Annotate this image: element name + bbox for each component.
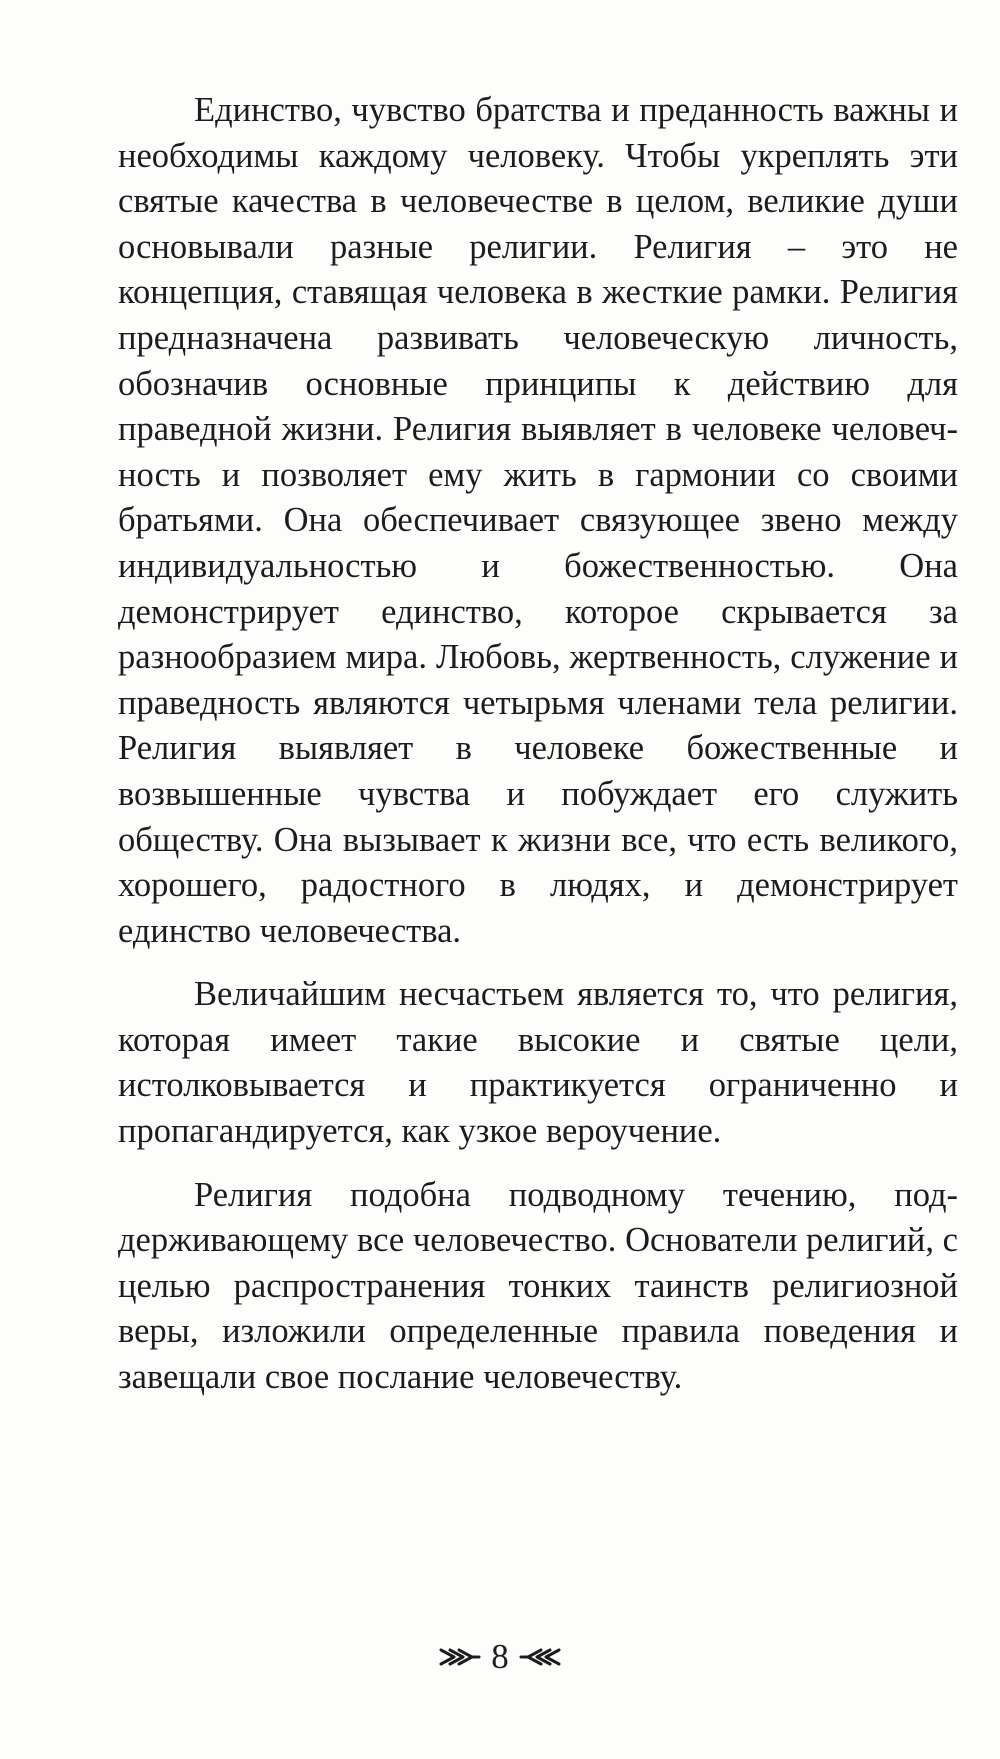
arrow-left-ornament-icon — [519, 1645, 561, 1669]
page-footer — [0, 1632, 1000, 1682]
body-text — [118, 88, 958, 1419]
paragraph: Религия подобна подводному течению, поддерживающему все человечество. Основатели религий, с целью распространения тонких таинств религиозной веры, изложили определенные правила поведения и завещали свое послание человечеству. — [118, 1175, 958, 1397]
paragraph: Единство, чувство братства и преданность важны и необходимы каждому человеку. Чтобы укреплять эти святые качества в человечестве в целом, великие души основывали разные религии. Религия – это не концепция, ставящая человека в жесткие рамки. Религия предназначена развивать человеческую личность, обозначив основные принципы к действию для праведной жизни. Религия выявляет в человеке человечность и позволяет ему жить в гармонии со своими братьями. Она обеспечивает связующее звено между индивидуальностью и божественностью. Она демонстрирует единство, которое скрывается за разнообразием мира. Любовь, жертвенность, служение и праведность являются четырьмя членами тела религии. Религия выявляет в человеке божественные и возвышенные чувства и побуждает его служить обществу. Она вызывает к жизни все, что есть великого, хорошего, радостного в людях, и демонстрирует единство человечества. — [118, 91, 958, 950]
paragraph: Величайшим несчастьем является то, что религия, которая имеет такие высокие и святые цели, истолковывается и практикуется ограниченно и пропагандируется, как узкое вероучение. — [118, 975, 958, 1151]
page-number: 8 — [491, 1637, 509, 1676]
arrow-right-ornament-icon — [439, 1645, 481, 1669]
